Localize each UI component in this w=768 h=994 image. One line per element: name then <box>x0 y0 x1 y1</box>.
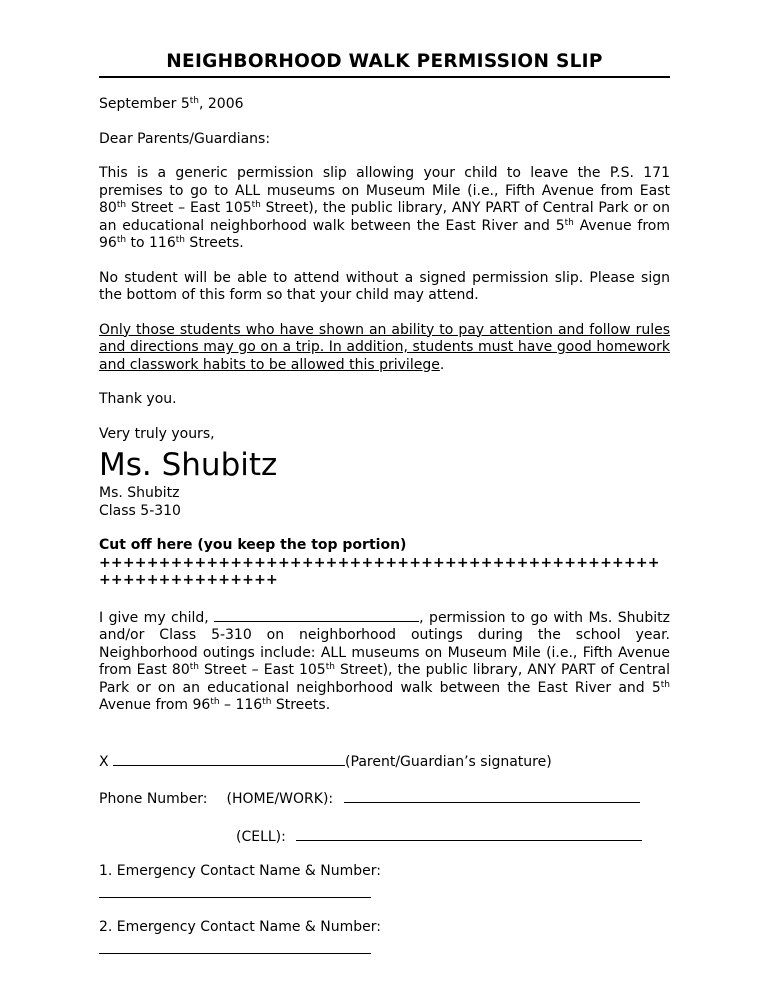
intro-paragraph: This is a generic permission slip allowing your child to leave the P.S. 171 premises to go to ALL museums on Museum Mile (i.e., Fifth Avenue from East 80th Street – East 105th Street), the public library, ANY PART of Central Park or on an educational neighborhood walk between the East River and 5th Avenue from 96th to 116th Streets. <box>99 165 670 251</box>
cell-phone-field[interactable] <box>296 826 642 841</box>
emergency-contact-1-field[interactable] <box>99 883 371 898</box>
guardian-signature-row: X (Parent/Guardian’s signature) <box>99 751 670 772</box>
requirement-paragraph: No student will be able to attend without a signed permission slip. Please sign the bottom of this form so that your child may attend. <box>99 269 670 303</box>
guardian-signature-field[interactable] <box>113 751 345 766</box>
emergency-contact-2-field[interactable] <box>99 939 371 954</box>
phone-home-row: Phone Number: (HOME/WORK): <box>99 788 670 809</box>
phone-cell-row: (CELL): <box>99 826 670 847</box>
page-title: NEIGHBORHOOD WALK PERMISSION SLIP <box>99 50 670 78</box>
thank-you: Thank you. <box>99 391 177 407</box>
signer-class: Class 5-310 <box>99 502 181 519</box>
home-work-phone-field[interactable] <box>344 788 640 803</box>
salutation: Dear Parents/Guardians: <box>99 130 271 147</box>
permission-slip-page <box>99 50 670 959</box>
closing: Very truly yours, <box>99 425 215 442</box>
emergency-contact-2-label: 2. Emergency Contact Name & Number: <box>99 919 381 935</box>
behavior-paragraph: Only those students who have shown an ability to pay attention and follow rules and directions may go on a trip. In addition, students must have good homework and classwork habits to be allowed this privilege. <box>99 321 670 373</box>
emergency-contact-1-label: 1. Emergency Contact Name & Number: <box>99 863 381 879</box>
teacher-signature: Ms. Shubitz <box>99 447 278 483</box>
cut-line-label: Cut off here (you keep the top portion) <box>99 537 407 553</box>
child-name-field[interactable] <box>214 607 419 622</box>
cut-divider: ++++++++++++++++++++++++++++++++++++++++++++++++++++++++++++++ <box>99 554 660 588</box>
letter-date: September 5th, 2006 <box>99 96 244 112</box>
signer-name: Ms. Shubitz <box>99 485 180 501</box>
consent-paragraph: I give my child, , permission to go with Ms. Shubitz and/or Class 5-310 on neighborhood outings during the school year. Neighborhood outings include: ALL museums on Museum Mile (i.e., Fifth Avenue from East 80th Street – East 105th Street), the public library, ANY PART of Central Park or on an educational neighborhood walk between the East River and 5th Avenue from 96th – 116th Streets. <box>99 607 670 715</box>
